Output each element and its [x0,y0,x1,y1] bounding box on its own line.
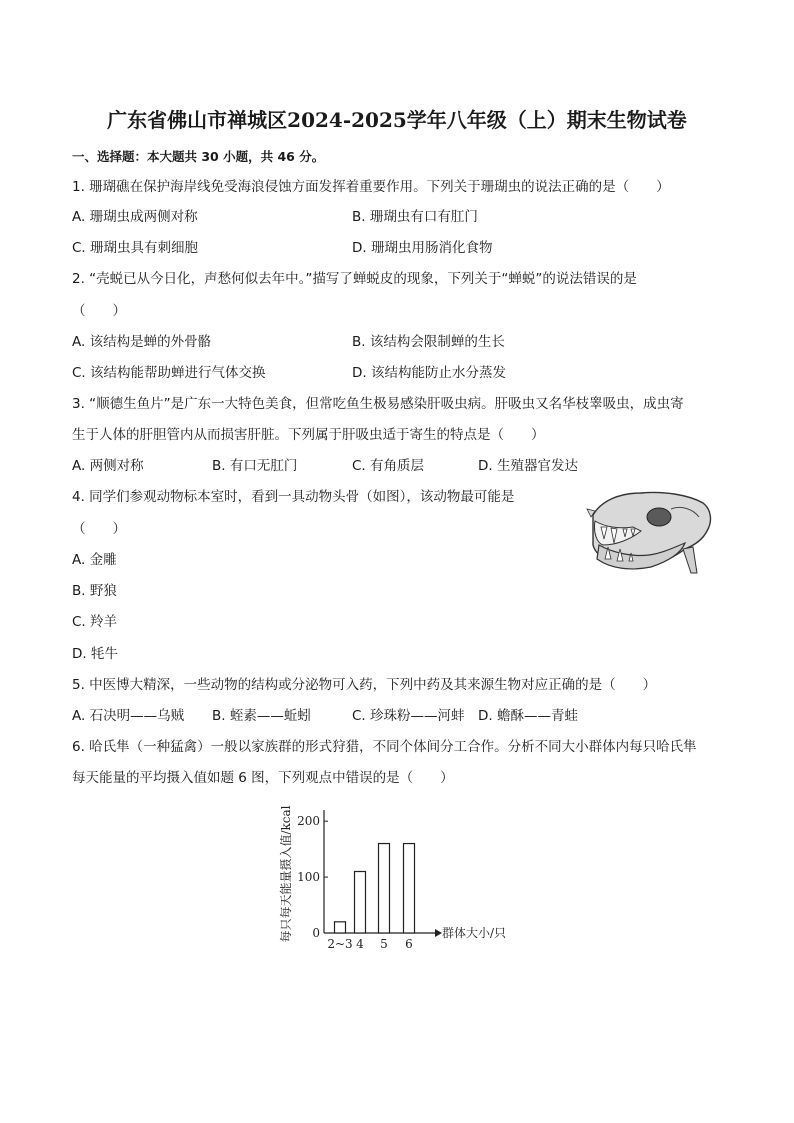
x-tick-label-0: 2~3 [327,937,353,951]
x-tick-label-1: 4 [356,937,364,951]
question-1-option-d: D. 珊瑚虫用肠消化食物 [352,240,493,256]
question-2-stem: 2. “壳蜕已从今日化，声愁何似去年中。”描写了蝉蜕皮的现象，下列关于“蝉蜕”的说法错误的是 [72,271,637,287]
question-5-option-a: A. 石决明——乌贼 [72,708,185,724]
question-2-option-d: D. 该结构能防止水分蒸发 [352,365,506,381]
question-4-option-b: B. 野狼 [72,583,117,599]
bar-3 [404,844,415,933]
question-3-option-b: B. 有口无肛门 [212,458,298,474]
question-2-option-c: C. 该结构能帮助蝉进行气体交换 [72,365,266,381]
question-6-stem-line1: 6. 哈氏隼（一种猛禽）一般以家族群的形式狩猎，不同个体间分工合作。分析不同大小群体内每只哈氏隼 [72,739,697,755]
question-6-stem-line2: 每天能量的平均摄入值如题 6 图，下列观点中错误的是（ ） [72,770,454,786]
animal-skull-icon [585,487,715,582]
question-5-option-d: D. 蟾酥——青蛙 [478,708,578,724]
bar-0 [335,922,346,933]
question-3-option-d: D. 生殖器官发达 [478,458,578,474]
question-4-answer-paren: （ ） [72,521,126,537]
x-tick-label-2: 5 [380,937,388,951]
bar-1 [355,872,366,934]
exam-title: 广东省佛山市禅城区2024-2025学年八年级（上）期末生物试卷 [107,108,687,132]
y-axis-label: 每只每天能量摄入值/kcal [279,805,293,943]
question-5-option-c: C. 珍珠粉——河蚌 [352,708,465,724]
question-4-option-c: C. 羚羊 [72,614,118,630]
question-3-stem-line1: 3. “顺德生鱼片”是广东一大特色美食，但常吃鱼生极易感染肝吸虫病。肝吸虫又名华枝睾吸虫，成虫寄 [72,396,684,412]
x-axis-label: 群体大小/只 [442,926,507,940]
question-5-stem: 5. 中医博大精深，一些动物的结构或分泌物可入药，下列中药及其来源生物对应正确的是（ ） [72,677,657,693]
question-1-option-a: A. 珊瑚虫成两侧对称 [72,209,198,225]
x-axis-arrow [435,929,442,937]
question-4-option-d: D. 牦牛 [72,646,118,662]
question-3-option-c: C. 有角质层 [352,458,425,474]
section-heading: 一、选择题：本大题共 30 小题，共 46 分。 [72,149,325,164]
bar-2 [379,844,390,933]
question-2-answer-paren: （ ） [72,303,126,319]
y-tick-label-1: 100 [297,870,320,885]
energy-intake-bar-chart [272,792,532,962]
y-tick-label-0: 0 [312,926,320,940]
question-4-option-a: A. 金雕 [72,552,117,568]
question-3-stem-line2: 生于人体的肝胆管内从而损害肝脏。下列属于肝吸虫适于寄生的特点是（ ） [72,427,545,443]
question-3-option-a: A. 两侧对称 [72,458,144,474]
question-4-stem: 4. 同学们参观动物标本室时，看到一具动物头骨（如图），该动物最可能是 [72,489,515,505]
question-1-option-c: C. 珊瑚虫具有刺细胞 [72,240,199,256]
question-2-option-a: A. 该结构是蝉的外骨骼 [72,334,212,350]
question-1-stem: 1. 珊瑚礁在保护海岸线免受海浪侵蚀方面发挥着重要作用。下列关于珊瑚虫的说法正确的是（ ） [72,179,670,195]
y-tick-label-2: 200 [297,814,320,829]
question-1-option-b: B. 珊瑚虫有口有肛门 [352,209,478,225]
x-tick-label-3: 6 [405,937,413,951]
question-2-option-b: B. 该结构会限制蝉的生长 [352,334,505,350]
question-5-option-b: B. 蛭素——蚯蚓 [212,708,311,724]
